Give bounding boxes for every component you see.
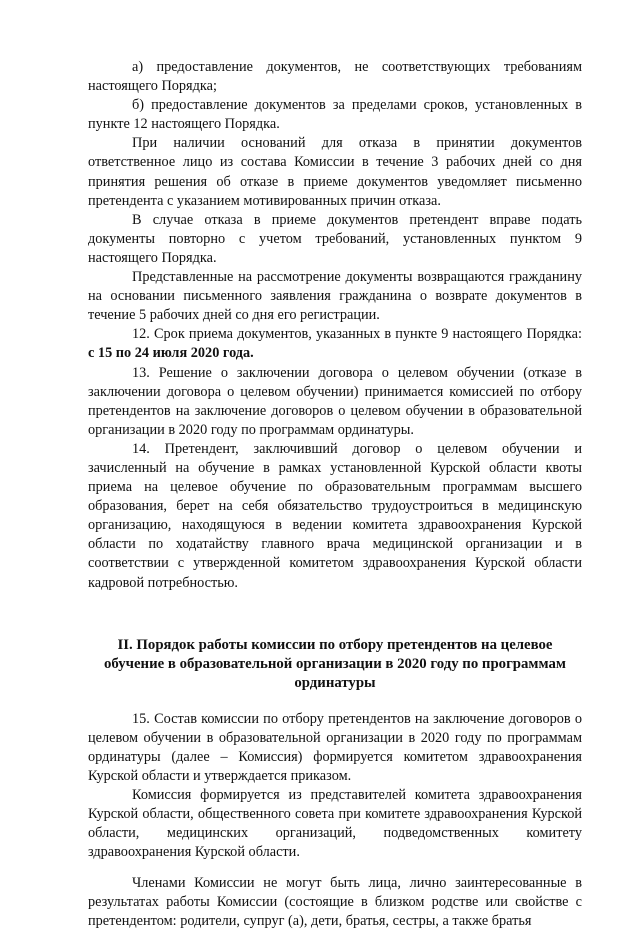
item-12-text: 12. Срок приема документов, указанных в пункте 9 настоящего Порядка: bbox=[132, 326, 582, 343]
item-14: 14. Претендент, заключивший договор о целевом обучении и зачисленный на обучение в рамках установленной Курской области квоты приема на целевое обучение по образовательным программам высшего образования, берет на себя обязательство трудоустроиться в медицинскую организацию, находящуюся в ведении комитета здравоохранения Курской области по ходатайству главного врача медицинской организации и в соответствии с утвержденной комитетом здравоохранения Курской области кадровой потребностью. bbox=[88, 440, 582, 591]
paragraph-commission-members: Членами Комиссии не могут быть лица, лично заинтересованные в результатах работы Комиссии (состоящие в близком родстве или свойстве с претендентом: родители, супруг (а), дети, братья, сестры, а также братья bbox=[88, 875, 582, 930]
document-body bbox=[88, 58, 582, 932]
item-15: 15. Состав комиссии по отбору претендентов на заключение договоров о целевом обучении в образовательной организации в 2020 году по программам ординатуры (далее – Комиссия) формируется комитетом здравоохранения Курской области и утверждается приказом. bbox=[88, 710, 582, 784]
paragraph-documents-return: Представленные на рассмотрение документы возвращаются гражданину на основании письменного заявления гражданина о возврате документов в течение 5 рабочих дней со дня его регистрации. bbox=[88, 269, 582, 324]
paragraph-resubmission: В случае отказа в приеме документов претендент вправе подать документы повторно с учетом требований, установленных пунктом 9 настоящего Порядка. bbox=[88, 211, 582, 266]
paragraph-refusal-b: б) предоставление документов за пределами сроков, установленных в пункте 12 настоящего Порядка. bbox=[88, 97, 582, 133]
item-12 bbox=[88, 325, 582, 363]
paragraph-refusal-a: а) предоставление документов, не соответствующих требованиям настоящего Порядка; bbox=[88, 59, 582, 95]
item-12-dates: с 15 по 24 июля 2020 года. bbox=[88, 345, 254, 362]
paragraph-commission-composition: Комиссия формируется из представителей комитета здравоохранения Курской области, общественного совета при комитете здравоохранения Курской области, медицинских организаций, подведомственных комитету здравоохранения Курской области. bbox=[88, 786, 582, 861]
paragraph-refusal-notice: При наличии оснований для отказа в принятии документов ответственное лицо из состава Комиссии в течение 3 рабочих дней со дня принятия решения об отказе в приеме документов уведомляет письменно претендента с указанием мотивированных причин отказа. bbox=[88, 135, 582, 209]
section-heading: II. Порядок работы комиссии по отбору претендентов на целевое обучение в образовательной организации в 2020 году по программам ординатуры bbox=[104, 636, 566, 692]
item-13: 13. Решение о заключении договора о целевом обучении (отказе в заключении договора о целевом обучении) принимается комиссией по отбору претендентов на заключение договоров о целевом обучении в образовательной организации в 2020 году по программам ординатуры. bbox=[88, 364, 582, 438]
